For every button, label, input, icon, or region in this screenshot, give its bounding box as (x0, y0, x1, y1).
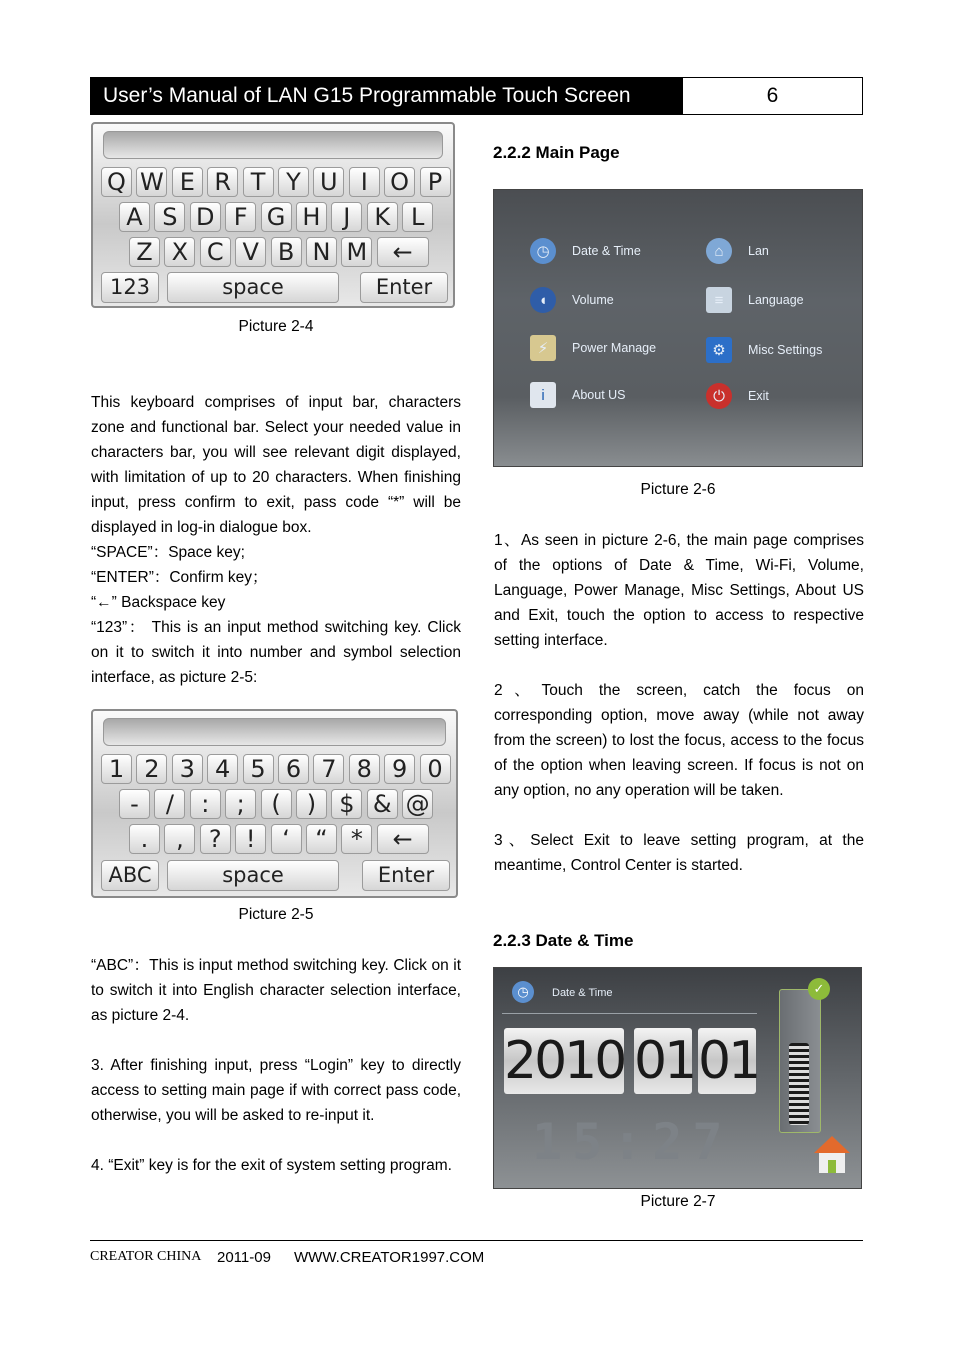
divider (502, 1013, 757, 1014)
main-page-screenshot (493, 189, 863, 467)
key: ) (296, 789, 327, 819)
key: P (420, 167, 451, 197)
space-key-description: “SPACE”：Space key; (91, 544, 245, 561)
footer-company: CREATOR CHINA (90, 1249, 202, 1264)
login-description: 3. After finishing input, press “Login” key to directly access to setting main page if with correct pass code, otherwise, you will be asked to re-input it. (91, 1057, 461, 1124)
enter-key-description: “ENTER”：Confirm key； (91, 569, 268, 586)
key: Y (278, 167, 309, 197)
key: C (200, 237, 231, 267)
key: Z (129, 237, 160, 267)
key: $ (331, 789, 362, 819)
keyboard-description: This keyboard comprises of input bar, characters zone and functional bar. Select your needed value in characters bar, you will see relevant digit displayed, with limitation of up to 20 characters. When finishing input, press confirm to exit, pass code “*” will be displayed in log-in dialogue box. (91, 394, 461, 536)
enter-key: Enter (360, 272, 448, 303)
key: 4 (207, 754, 238, 784)
info-icon: i (530, 382, 556, 408)
abc-key-description: “ABC”：This is input method switching key. Click on it to switch it into English character selection interface, as picture 2-4. (91, 957, 461, 1024)
right-column-text (494, 528, 864, 878)
scroll-wheel (789, 1043, 809, 1125)
key: F (225, 202, 256, 232)
key: 5 (243, 754, 274, 784)
main-page-point-2: 2、Touch the screen, catch the focus on corresponding option, move away (while not away from the screen) to lost the focus, access to the focus of the option when leaving screen. If focus is not on any option, no any operation will be taken. (494, 682, 864, 799)
key: S (154, 202, 185, 232)
page-number: 6 (682, 77, 863, 115)
key: B (271, 237, 302, 267)
caption-picture-2-4: Picture 2-4 (238, 318, 314, 335)
confirm-check-icon: ✓ (808, 978, 830, 1000)
key: R (207, 167, 238, 197)
keyboard-row-3 (129, 824, 433, 854)
menu-label: Date & Time (572, 244, 641, 258)
key: N (306, 237, 337, 267)
key: / (154, 789, 185, 819)
menu-item-lan (706, 238, 769, 264)
backspace-key: ← (377, 237, 429, 267)
key: , (164, 824, 195, 854)
key: 0 (420, 754, 451, 784)
home-icon (812, 1133, 852, 1177)
keyboard-row-2 (119, 789, 438, 819)
date-time-screenshot (493, 967, 862, 1189)
key: @ (402, 789, 433, 819)
key: 7 (313, 754, 344, 784)
document-title: User’s Manual of LAN G15 Programmable Touch Screen (90, 77, 682, 115)
month-display: 01 (634, 1028, 692, 1094)
key: X (164, 237, 195, 267)
mode-123-key: 123 (101, 272, 159, 303)
time-display: 15:27 (532, 1113, 733, 1171)
space-key: space (167, 272, 339, 303)
key: D (190, 202, 221, 232)
key: ( (261, 789, 292, 819)
footer-date: 2011-09 (217, 1249, 271, 1266)
scroll-panel (779, 989, 821, 1133)
menu-label: Power Manage (572, 341, 657, 355)
key: 6 (278, 754, 309, 784)
menu-item-volume (530, 287, 614, 313)
key: & (367, 789, 398, 819)
keyboard-row-1 (101, 167, 455, 197)
key: O (384, 167, 415, 197)
caption-picture-2-7: Picture 2-7 (640, 1193, 716, 1210)
power-icon: ⚡ (530, 335, 556, 361)
keyboard-row-3 (129, 237, 433, 267)
network-icon: ⌂ (706, 238, 732, 264)
key: L (402, 202, 433, 232)
caption-picture-2-6: Picture 2-6 (640, 481, 716, 498)
key: “ (306, 824, 337, 854)
key: 2 (136, 754, 167, 784)
key: G (261, 202, 292, 232)
key: ! (235, 824, 266, 854)
backspace-key-description: “←” Backspace key (91, 594, 226, 611)
keyboard-row-2 (119, 202, 438, 232)
menu-item-misc-settings (706, 337, 822, 363)
key: - (119, 789, 150, 819)
clock-icon: ◷ (530, 238, 556, 264)
exit-description: 4. “Exit” key is for the exit of system setting program. (91, 1157, 452, 1174)
left-column-text-2 (91, 953, 461, 1178)
key: 9 (384, 754, 415, 784)
menu-item-power-manage (530, 335, 656, 361)
key: U (313, 167, 344, 197)
key: ; (225, 789, 256, 819)
letter-keyboard-image (91, 122, 455, 308)
year-display: 2010 (504, 1028, 624, 1094)
enter-key: Enter (362, 860, 450, 891)
symbol-keyboard-image (91, 709, 458, 898)
key: Q (101, 167, 132, 197)
key: 1 (101, 754, 132, 784)
settings-icon: ⚙ (706, 337, 732, 363)
speaker-icon: ◖ (530, 287, 556, 313)
menu-label: Exit (748, 389, 769, 403)
key: 3 (172, 754, 203, 784)
key: * (341, 824, 372, 854)
day-display: 01 (698, 1028, 756, 1094)
key: T (243, 167, 274, 197)
menu-label: Misc Settings (748, 343, 823, 357)
menu-label: Lan (748, 244, 769, 258)
key: ‘ (271, 824, 302, 854)
heading-main-page: 2.2.2 Main Page (493, 143, 620, 162)
screen-title: Date & Time (552, 987, 613, 999)
key: M (341, 237, 372, 267)
menu-label: Volume (572, 293, 614, 307)
key: H (296, 202, 327, 232)
space-key: space (167, 860, 339, 891)
key: ? (200, 824, 231, 854)
backspace-key: ← (377, 824, 429, 854)
menu-item-language (706, 287, 804, 313)
menu-item-about-us (530, 382, 626, 408)
menu-label: Language (748, 293, 804, 307)
left-column-text-1 (91, 390, 461, 690)
key: I (349, 167, 380, 197)
exit-icon: ⏻ (706, 383, 732, 409)
heading-date-time: 2.2.3 Date & Time (493, 931, 634, 950)
mode-key-description: “123”： This is an input method switching key. Click on it to switch it into number and symbol selection interface, as picture 2-5: (91, 619, 461, 686)
menu-item-date-time (530, 238, 641, 264)
key: V (235, 237, 266, 267)
main-page-point-3: 3、Select Exit to leave setting program, at the meantime, Control Center is started. (494, 832, 864, 874)
clock-icon: ◷ (512, 981, 534, 1003)
keyboard-input-bar (103, 718, 446, 746)
caption-picture-2-5: Picture 2-5 (238, 906, 314, 923)
key: : (190, 789, 221, 819)
key: 8 (349, 754, 380, 784)
footer-divider (90, 1240, 863, 1241)
key: E (172, 167, 203, 197)
keyboard-input-bar (103, 131, 443, 159)
key: . (129, 824, 160, 854)
menu-label: About US (572, 388, 626, 402)
key: J (331, 202, 362, 232)
menu-item-exit (706, 383, 769, 409)
main-page-point-1: 1、As seen in picture 2-6, the main page comprises of the options of Date & Time, Wi-Fi, Volume, Language, Power Manage, Misc Settings, About US and Exit, touch the option to access to respective setting interface. (494, 532, 864, 649)
key: K (367, 202, 398, 232)
mode-abc-key: ABC (101, 860, 159, 891)
document-icon: ≡ (706, 287, 732, 313)
key: A (119, 202, 150, 232)
footer-website: WWW.CREATOR1997.COM (294, 1249, 485, 1266)
keyboard-row-1 (101, 754, 455, 784)
key: W (136, 167, 167, 197)
